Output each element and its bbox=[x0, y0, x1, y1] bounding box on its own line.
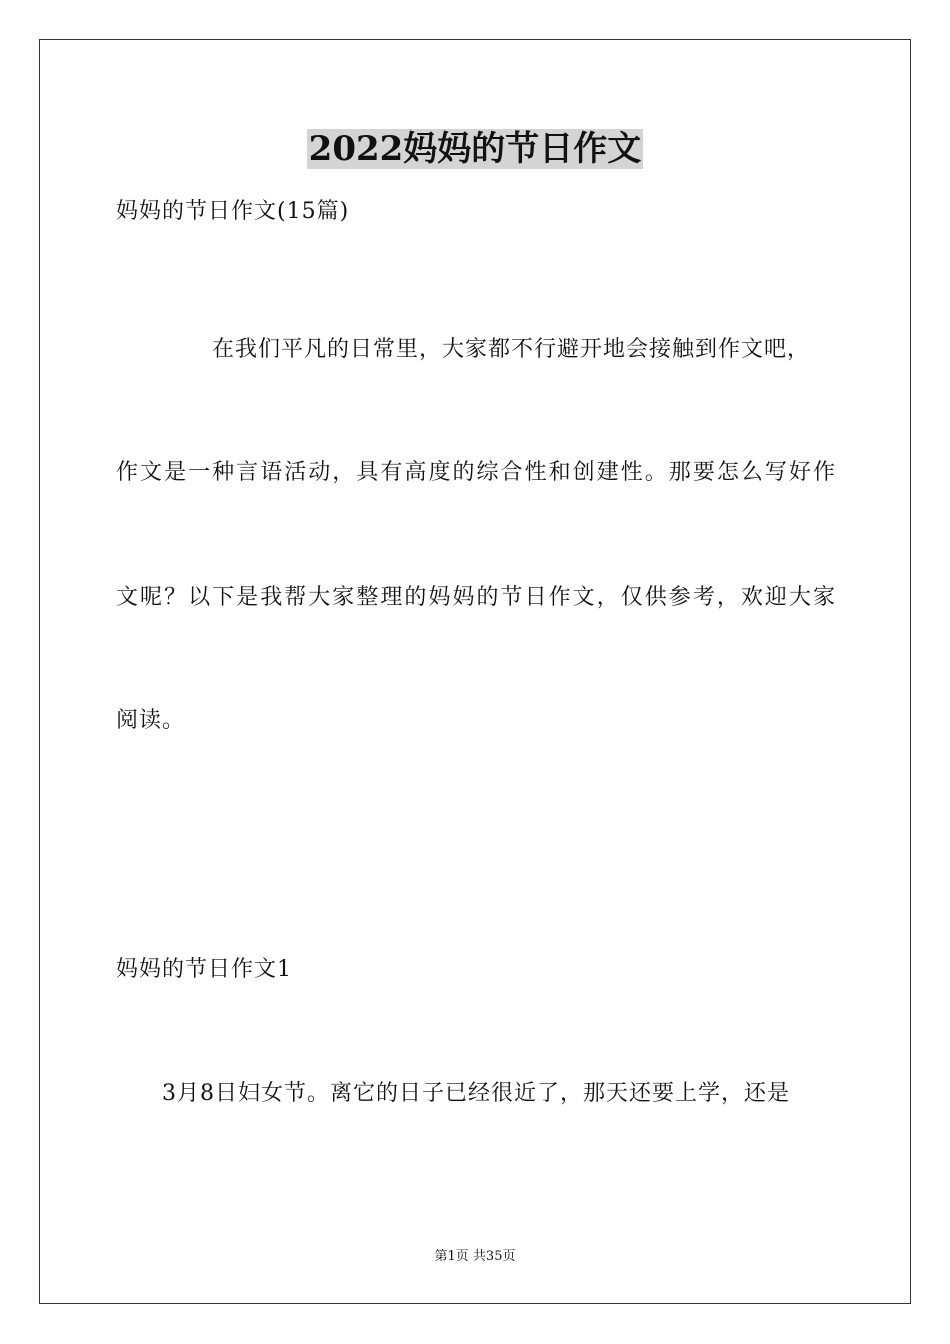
document-title-text: 2022妈妈的节日作文 bbox=[308, 129, 642, 169]
document-subtitle: 妈妈的节日作文(15篇) bbox=[116, 199, 350, 224]
page-frame bbox=[39, 39, 911, 1304]
page-indicator: 第1页 共35页 bbox=[434, 1249, 516, 1264]
intro-line-2: 作文是一种言语活动，具有高度的综合性和创建性。那要怎么写好作 bbox=[116, 460, 836, 485]
page-footer bbox=[0, 1248, 950, 1266]
intro-line-4: 阅读。 bbox=[116, 708, 186, 733]
document-title bbox=[0, 126, 950, 172]
section-heading: 妈妈的节日作文1 bbox=[116, 957, 292, 982]
intro-line-3: 文呢？以下是我帮大家整理的妈妈的节日作文，仅供参考，欢迎大家 bbox=[116, 585, 836, 610]
section-first-line: 3月8日妇女节。离它的日子已经很近了，那天还要上学，还是 bbox=[162, 1081, 790, 1106]
intro-line-1: 在我们平凡的日常里，大家都不行避开地会接触到作文吧， bbox=[212, 337, 811, 362]
